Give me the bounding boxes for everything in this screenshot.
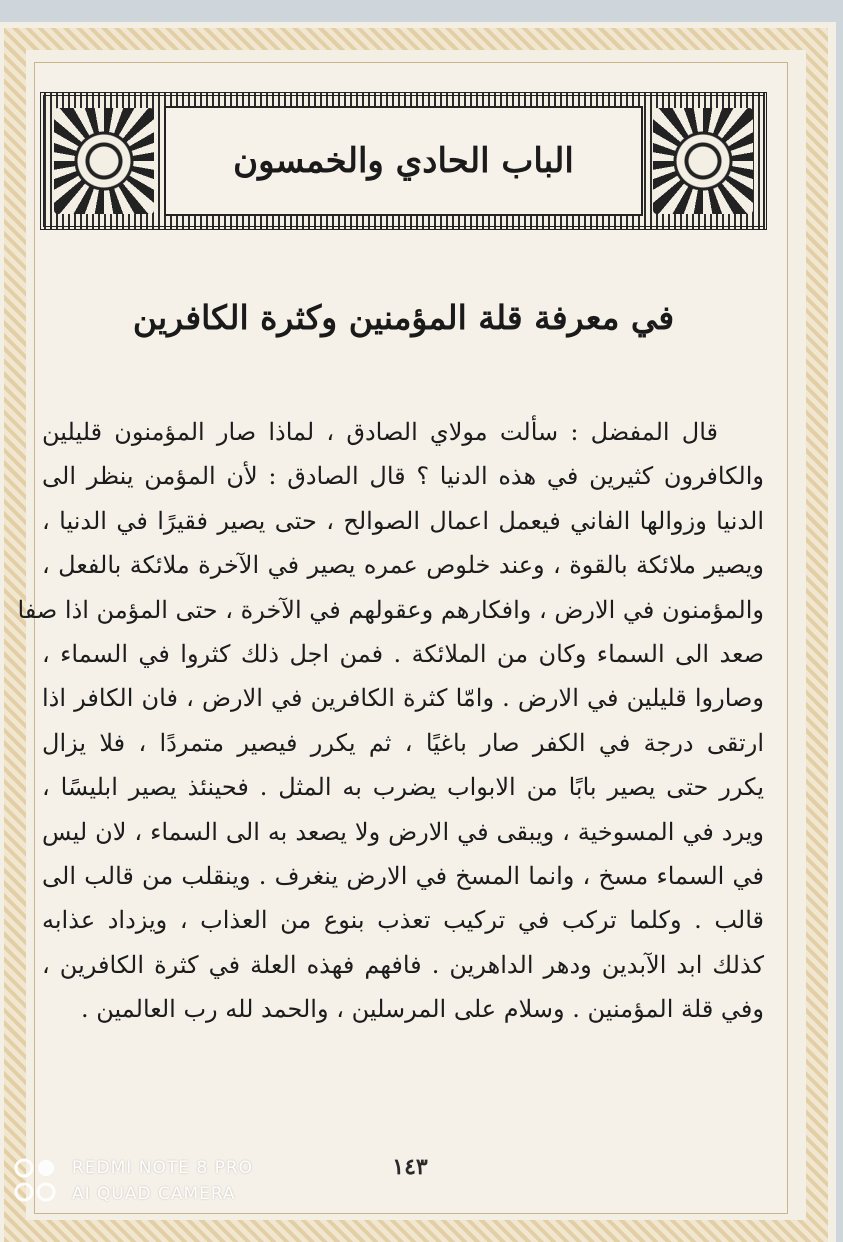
- text-line: في السماء مسخ ، وانما المسخ في الارض ينغرف . وينقلب من قالب الى: [42, 861, 764, 890]
- text-line: قالب . وكلما تركب في تركيب تعذب بنوع من العذاب ، ويزداد عذابه: [42, 906, 764, 935]
- camera-watermark: [12, 1155, 253, 1207]
- camera-lens-icon: [12, 1157, 60, 1205]
- text-line: والمؤمنون في الارض ، وافكارهم وعقولهم في الآخرة ، حتى المؤمن اذا صفا: [17, 595, 764, 624]
- watermark-line-1: REDMI NOTE 8 PRO: [72, 1158, 254, 1178]
- text-line: ويصير ملائكة بالقوة ، وعند خلوص عمره يصير في الآخرة ملائكة بالفعل ،: [42, 551, 764, 580]
- text-line: والكافرون كثيرين في هذه الدنيا ؟ قال الصادق : لأن المؤمن ينظر الى: [42, 462, 764, 491]
- book-page: [0, 22, 836, 1242]
- page-number: ١٤٣: [392, 1154, 428, 1180]
- body-text: [17, 410, 764, 1031]
- chapter-header-box: [40, 92, 767, 230]
- text-line: قال المفضل : سألت مولاي الصادق ، لماذا صار المؤمنون قليلين: [42, 418, 718, 446]
- text-line: يكرر حتى يصير بابًا من الابواب يضرب به المثل . فحينئذ يصير ابليسًا ،: [42, 773, 764, 802]
- chapter-title: الباب الحادي والخمسون: [233, 141, 574, 181]
- text-line: الدنيا وزوالها الفاني فيعمل اعمال الصوالح ، حتى يصير فقيرًا في الدنيا ،: [42, 506, 764, 535]
- text-line: ويرد في المسوخية ، ويبقى في الارض ولا يصعد به الى السماء ، لان ليس: [42, 817, 764, 846]
- section-title: في معرفة قلة المؤمنين وكثرة الكافرين: [132, 298, 675, 337]
- chapter-header-panel: [164, 106, 643, 216]
- text-line: صعد الى السماء وكان من الملائكة . فمن اجل ذلك كثروا في السماء ،: [42, 639, 764, 668]
- watermark-line-2: AI QUAD CAMERA: [72, 1184, 236, 1204]
- arabesque-ornament-icon: [653, 108, 753, 214]
- text-line: ارتقى درجة في الكفر صار باغيًا ، ثم يكرر فيصير متمردًا ، فلا يزال: [42, 728, 764, 757]
- text-line: وفي قلة المؤمنين . وسلام على المرسلين ، والحمد لله رب العالمين .: [81, 995, 764, 1024]
- arabesque-ornament-icon: [54, 108, 154, 214]
- text-line: وصاروا قليلين في الارض . وامّا كثرة الكافرين في الارض ، فان الكافر اذا: [42, 684, 764, 713]
- text-line: كذلك ابد الآبدين ودهر الداهرين . فافهم فهذه العلة في كثرة الكافرين ،: [42, 950, 764, 979]
